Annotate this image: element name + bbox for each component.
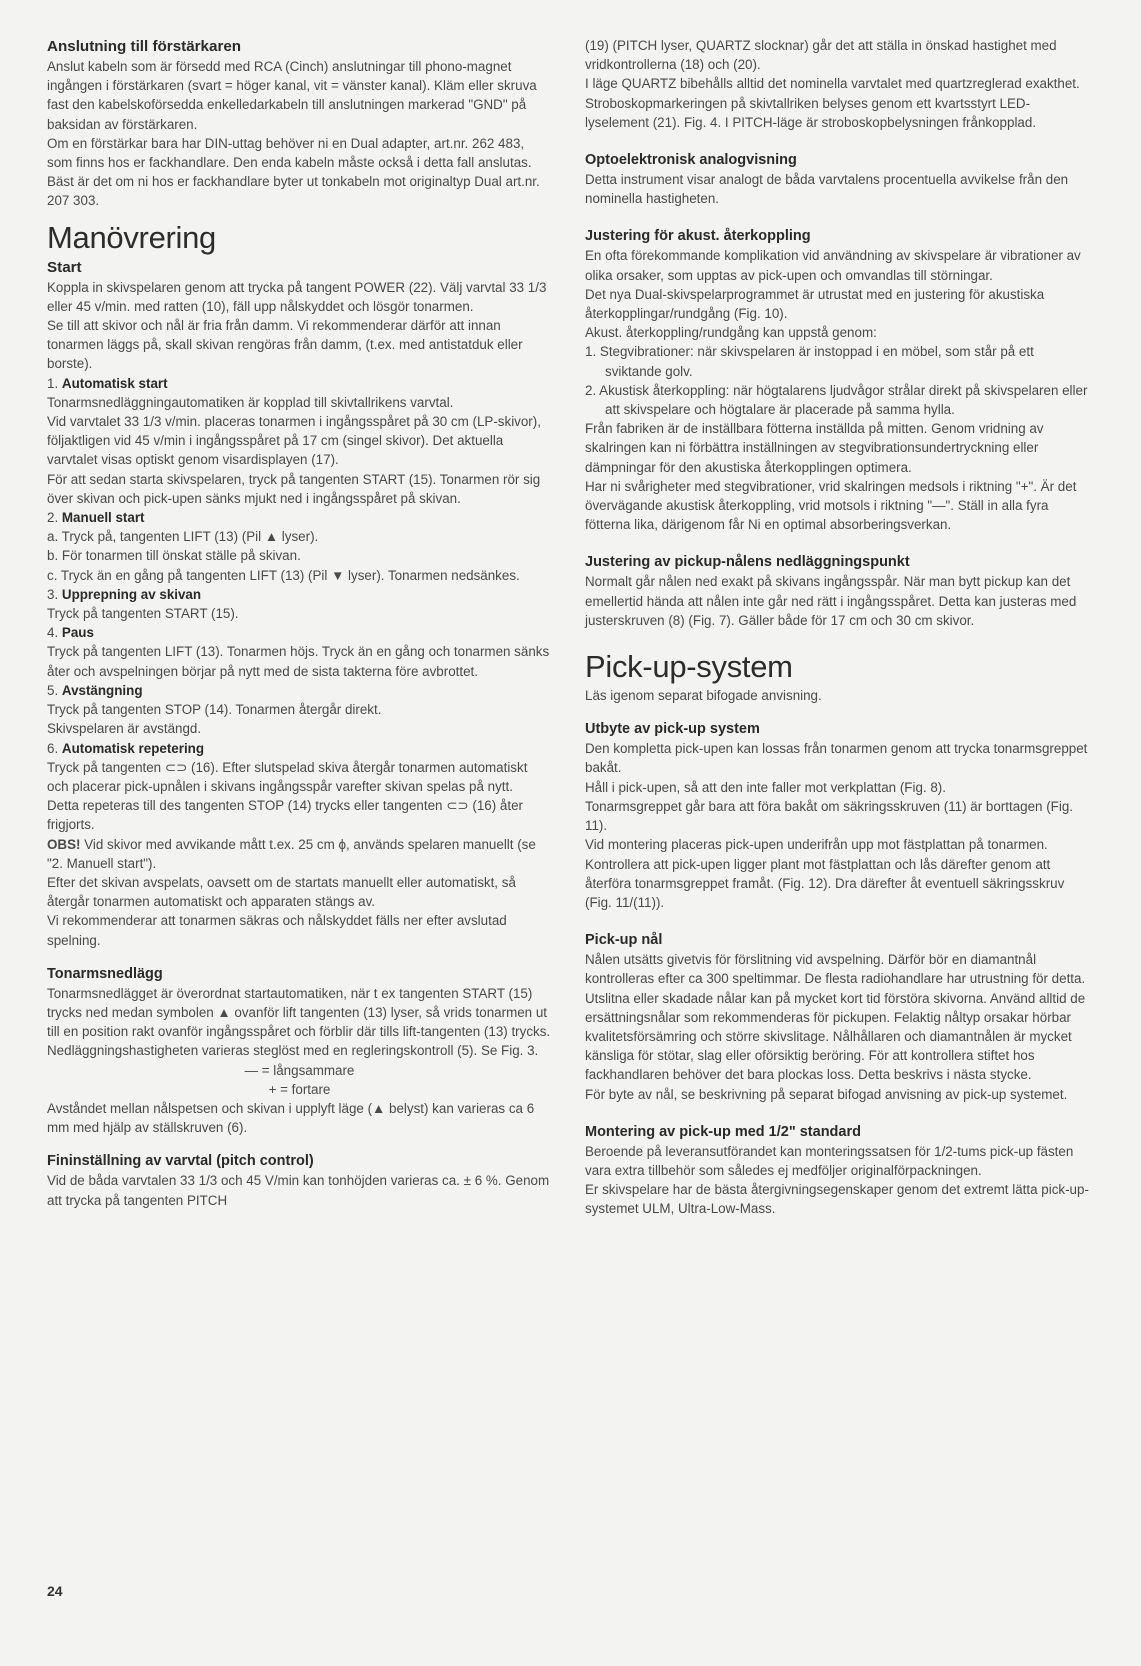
paragraph: Normalt går nålen ned exakt på skivans ingångsspår. När man bytt pickup kan det emellertid hända att nålen inte går ned rätt i ingångsspåret. Detta kan justeras med justerskruven (8) (Fig. 7). Gäller både för 17 cm och 30 cm skivor. [585,574,1077,628]
section-title-amplifier: Anslutning till förstärkaren [47,38,242,55]
subsection-heading: 2. Manuell start [47,510,145,526]
paragraph: Efter det skivan avspelats, oavsett om de startats manuellt eller automatiskt, så återgår tonarmen automatiskt och apparaten stängs av. [47,874,516,910]
paragraph: Anslut kabeln som är försedd med RCA (Cinch) anslutningar till phono-magnet ingången i förstärkaren (svart = höger kanal, vit = vänster kanal). Kläm eller skruva fast den kabelskoförsedda enkelledarkabeln till anslutningen markerad "GND" på baksidan av förstärkaren. [47,59,537,132]
paragraph: (19) (PITCH lyser, QUARTZ slocknar) går det att ställa in önskad hastighet med vridkontrollerna (18) och (20). [585,38,1057,73]
paragraph: Tonarmsnedläggningautomatiken är kopplad till skivtallrikens varvtal. [47,394,454,410]
paragraph: Tryck på tangenten ⊂⊃ (16). Efter slutspelad skiva återgår tonarmen automatiskt och placerar pick-upnålen i skivans ingångsspår varefter skivan spelas på nytt. [47,759,528,794]
section-title-needle: Pick-up nål [585,932,663,949]
paragraph: I läge QUARTZ bibehålls alltid det nominella varvtalet med quartzreglerad exakthet. [585,76,1080,92]
paragraph: Tryck på tangenten LIFT (13). Tonarmen höjs. Tryck än en gång och tonarmen sänks åter och avspelningen börjar på nytt med de sista takterna före avbrottet. [47,644,550,679]
paragraph: Se till att skivor och nål är fria från damm. Vi rekommenderar därför att innan tonarmen läggs på, skall skivan rengöras från damm, (t.ex. med antistatduk eller borste). [47,318,523,372]
paragraph: Detta repeteras till des tangenten STOP (14) trycks eller tangenten ⊂⊃ (16) åter frigjorts. [47,798,523,833]
list-item: 1. Stegvibrationer: när skivspelaren är instoppad i en möbel, som står på ett sviktande golv. [585,344,1034,379]
chapter-title-pickup: Pick-up-system [585,649,793,685]
paragraph: Detta instrument visar analogt de båda varvtalens procentuella avvikelse från den nominella hastigheten. [585,172,1069,207]
paragraph: För att sedan starta skivspelaren, tryck på tangenten START (15). Tonarmen rör sig över skivan och pick-upen sänks mjukt ned i ingångsspåret på skivan. [47,471,541,506]
legend-plus: + = fortare [268,1081,331,1097]
obs-label: OBS! [47,836,81,852]
chapter-title-operation: Manövrering [47,219,217,255]
subsection-heading: 4. Paus [47,625,94,641]
section-title-start: Start [47,258,82,276]
paragraph: Den kompletta pick-upen kan lossas från tonarmen genom att trycka tonarmsgreppet bakåt. [585,741,1088,776]
paragraph: Tryck på tangenten STOP (14). Tonarmen återgår direkt. [47,702,382,718]
subsection-heading: 1. Automatisk start [47,375,168,391]
page-number: 24 [47,1583,63,1599]
legend-minus: — = långsammare [244,1062,355,1078]
paragraph: Nålen utsätts givetvis för förslitning vid avspelning. Därför bör en diamantnål kontrolleras efter ca 300 speltimmar. De flesta radiohandlare har utrustning för detta. Utslitna eller skadade nålar kan på mycket kort tid förstöra skivorna. Använd alltid de ersättningsnålar som rekommenderas för pickupen. Felaktig nåltyp orsakar hörbar kvalitetsförsämring och större skivslitage. Nålhållaren och diamantnålen är mycket känsliga för stötar, slag eller oförsiktig beröring. För att kontrollera stiftet hos fackhandlaren behöver det bara plockas loss. Detta beskrivs i nästa stycke. [585,952,1086,1083]
paragraph: Vid montering placeras pick-upen underifrån upp mot fästplattan på tonarmen. Kontrollera att pick-upen ligger plant mot fästplattan och lås därefter genom att återföra tonarmsgreppet framåt. (Fig. 12). Dra därefter åt eventuell säkringsskruv (Fig. 11/(11)). [585,837,1065,910]
subsection-heading: 3. Upprepning av skivan [47,586,202,602]
paragraph: Läs igenom separat bifogade anvisning. [585,688,822,704]
paragraph: Nedläggningshastigheten varieras steglöst med en regleringskontroll (5). Se Fig. 3. [47,1043,539,1059]
subsection-heading: 6. Automatisk repetering [47,740,205,756]
left-column [47,36,552,1210]
list-item: a. Tryck på, tangenten LIFT (13) (Pil ▲ lyser). [47,529,319,545]
section-title-tonearm: Tonarmsnedlägg [47,965,163,982]
right-column [585,36,1093,1219]
section-title-needle-point: Justering av pickup-nålens nedläggningspunkt [585,554,910,571]
paragraph: Vi rekommenderar att tonarmen säkras och nålskyddet fälls ner efter avslutad spelning. [47,913,507,948]
subsection-heading: 5. Avstängning [47,682,143,698]
list-item: 2. Akustisk återkoppling: när högtalarens ljudvågor strålar direkt på skivspelaren eller att skivspelare och högtalare är placerade på samma hylla. [585,382,1088,418]
section-title-opto: Optoelektronisk analogvisning [585,152,797,169]
section-title-feedback: Justering för akust. återkoppling [585,228,811,245]
paragraph: Tonarmsnedlägget är överordnat startautomatiken, när t ex tangenten START (15) trycks ned medan symbolen ▲ ovanför lift tangenten (13) lyser, så vrids tonarmen ut till en position rakt ovanför ingångsspåret och förblir där tills lift-tangenten (13) trycks. [47,985,551,1040]
paragraph: Det nya Dual-skivspelarprogrammet är utrustat med en justering för akustiska återkopplingar/rundgång (Fig. 10). [585,286,1045,322]
paragraph: Vid de båda varvtalen 33 1/3 och 45 V/min kan tonhöjden varieras ca. ± 6 %. Genom att trycka på tangenten PITCH [47,1173,550,1208]
paragraph: Har ni svårigheter med stegvibrationer, vrid skalringen medsols i riktning "+". Är det övervägande akustisk återkoppling, vrid motsols i riktning "—". Ställ in alla fyra fötterna lika, därigenom får Ni en optimal absorberingsverkan. [585,478,1077,533]
paragraph: Er skivspelare har de bästa återgivningsegenskaper genom det extremt lätta pick-up-systemet ULM, Ultra-Low-Mass. [585,1182,1089,1217]
paragraph: Från fabriken är de inställbara fötterna inställda på mitten. Genom vridning av skalringen kan ni förbättra inställningen av stegvibrationsundertryckning eller dämpningar för den akustiska återkopplingen optimera. [585,421,1044,475]
paragraph: För byte av nål, se beskrivning på separat bifogad anvisning av pick-up systemet. [585,1086,1068,1102]
list-item: c. Tryck än en gång på tangenten LIFT (13) (Pil ▼ lyser). Tonarmen nedsänkes. [47,567,520,583]
list-item: b. För tonarmen till önskat ställe på skivan. [47,548,301,564]
paragraph: En ofta förekommande komplikation vid användning av skivspelare är vibrationer av olika orsaker, som upptas av pick-upen och omvandlas till störningar. [585,248,1081,283]
section-title-replace-pickup: Utbyte av pick-up system [585,721,760,738]
paragraph: Skivspelaren är avstängd. [47,721,202,737]
paragraph: Håll i pick-upen, så att den inte faller mot verkplattan (Fig. 8). [585,779,946,795]
section-title-mounting: Montering av pick-up med 1/2" standard [585,1123,861,1140]
paragraph: Stroboskopmarkeringen på skivtallriken belyses genom ett kvartsstyrt LED-lyselement (21). Fig. 4. I PITCH-läge är stroboskopbelysningen frånkopplad. [585,95,1037,130]
paragraph: Vid varvtalet 33 1/3 v/min. placeras tonarmen i ingångsspåret på 30 cm (LP-skivor), följaktligen vid 45 v/min i ingångsspåret på 17 cm (singel skivor). Det aktuella varvtalet visas optiskt genom visardisplayen (17). [47,414,541,468]
paragraph: OBS! Vid skivor med avvikande mått t.ex. 25 cm ϕ, används spelaren manuellt (se "2. Manuell start"). [47,836,536,871]
paragraph: Avståndet mellan nålspetsen och skivan i upplyft läge (▲ belyst) kan varieras ca 6 mm med hjälp av ställskruven (6). [47,1100,535,1136]
paragraph: Tryck på tangenten START (15). [47,606,239,622]
section-title-pitch: Fininställning av varvtal (pitch control) [47,1153,314,1170]
paragraph: Tonarmsgreppet går bara att föra bakåt om säkringsskruven (11) är borttagen (Fig. 11). [585,798,1073,834]
paragraph: Beroende på leveransutförandet kan monteringssatsen för 1/2-tums pick-up fästen vara extra tillbehör som således ej medföljer originalförpackningen. [585,1143,1074,1178]
paragraph: Koppla in skivspelaren genom att trycka på tangent POWER (22). Välj varvtal 33 1/3 eller 45 v/min. med ratten (10), fäll upp nålskyddet och lösgör tonarmen. [47,279,547,314]
paragraph: Om en förstärkar bara har DIN-uttag behöver ni en Dual adapter, art.nr. 262 483, som finns hos er fackhandlare. Den enda kabeln måste också i detta fall anslutas. Bäst är det om ni hos er fackhandlare byter ut tonkabeln mot originaltyp Dual art.nr. 207 303. [47,135,540,209]
paragraph: Akust. återkoppling/rundgång kan uppstå genom: [585,325,877,341]
